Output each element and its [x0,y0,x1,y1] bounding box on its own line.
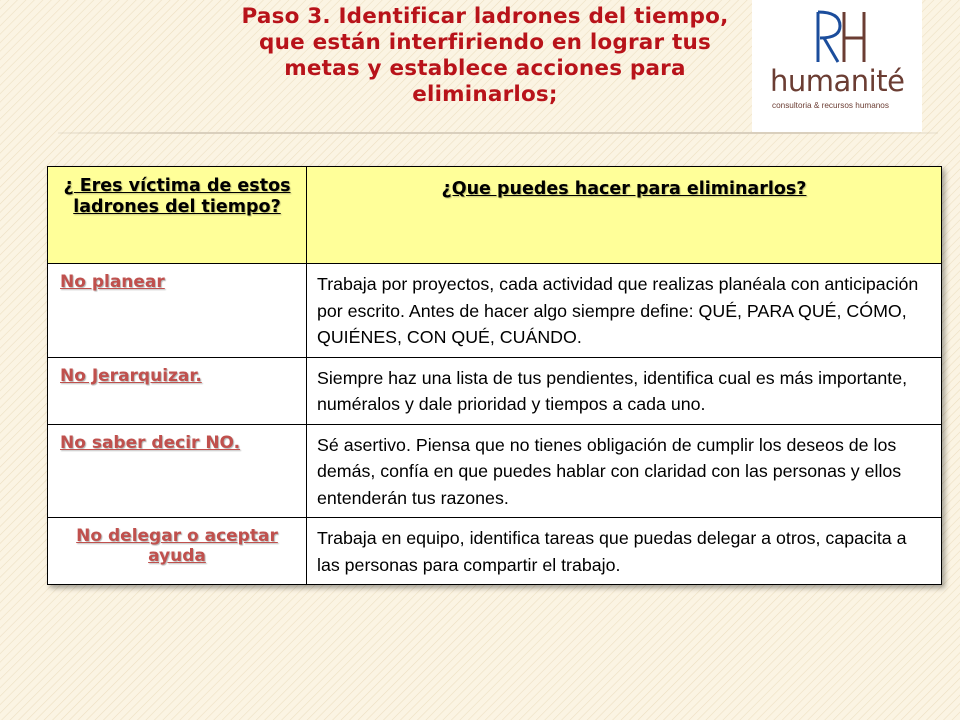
header-cell-actions [307,167,942,264]
thief-cell [48,357,307,424]
header-thieves-label: ¿ Eres víctima de estos ladrones del tiempo? [63,176,291,217]
thief-cell [48,264,307,358]
action-cell [307,424,942,518]
table-header-row [48,167,942,264]
action-text: Trabaja en equipo, identifica tareas que puedas delegar a otros, capacita a las personas para compartir el trabajo. [317,528,907,575]
logo-tagline: consultoria & recursos humanos [772,101,889,110]
thief-cell [48,518,307,585]
time-thieves-table [47,166,942,585]
rh-monogram-icon [752,0,922,70]
table-row [48,357,942,424]
action-cell [307,518,942,585]
logo-brand-name: humanité [770,64,905,98]
action-text: Sé asertivo. Piensa que no tienes obligación de cumplir los deseos de los demás, confía en que puedes hablar con claridad con las personas y ellos entenderán tus razones. [317,434,902,508]
thief-label: No planear [60,272,165,292]
table-row [48,264,942,358]
thief-label: No Jerarquizar. [60,365,202,386]
action-text: Trabaja por proyectos, cada actividad que realizas planéala con anticipación por escrito. Antes de hacer algo siempre define: QUÉ, PARA QUÉ, CÓMO, QUIÉNES, CON QUÉ, CUÁNDO. [317,274,919,347]
table-row [48,424,942,518]
company-logo [752,0,922,132]
thief-cell [48,424,307,518]
action-cell [307,357,942,424]
action-text: Siempre haz una lista de tus pendientes, identifica cual es más importante, numéralos y dale prioridad y tiempos a cada uno. [317,367,908,414]
action-cell [307,264,942,358]
table-row [48,518,942,585]
header-cell-thieves [48,167,307,264]
thief-label: No delegar o aceptar ayuda [76,526,278,566]
header-actions-label: ¿Que puedes hacer para eliminarlos? [441,179,807,199]
slide-title: Paso 3. Identificar ladrones del tiempo, que están interfiriendo en lograr tus metas y establece acciones para eliminarlos; [241,4,729,107]
thief-label: No saber decir NO. [60,432,241,453]
title-divider [58,132,938,134]
